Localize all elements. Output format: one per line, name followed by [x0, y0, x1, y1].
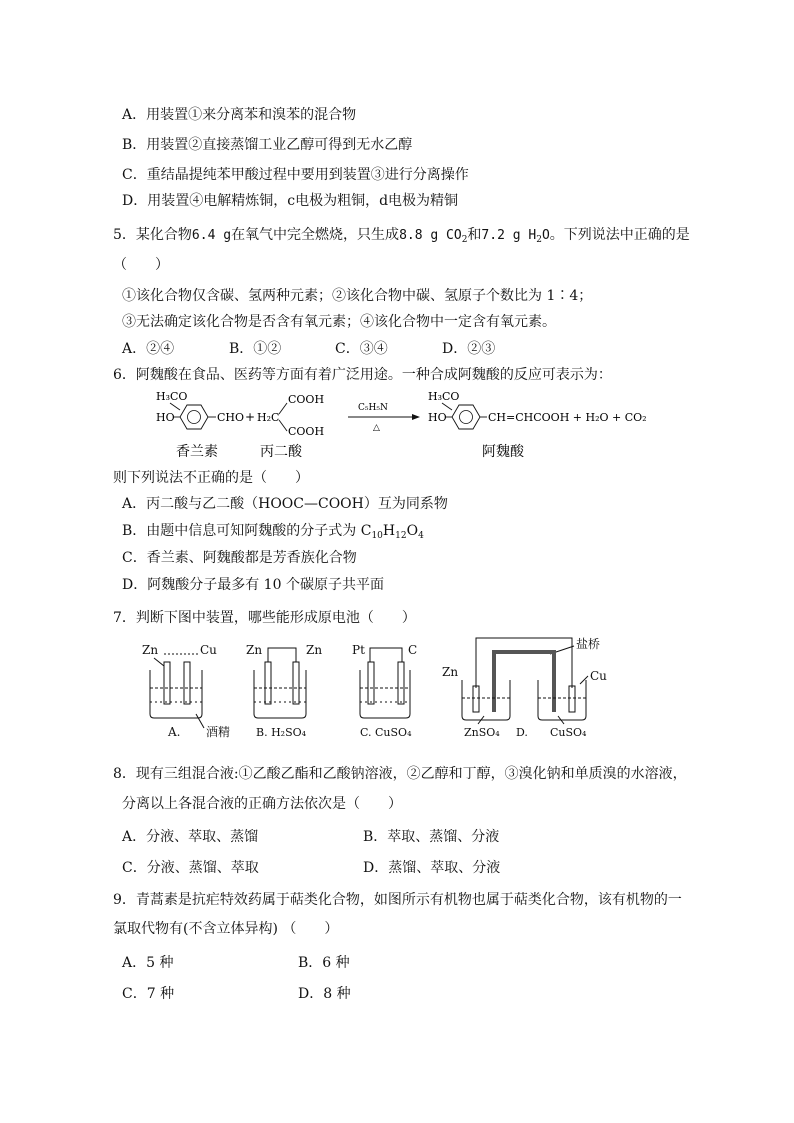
product-bond [442, 403, 452, 410]
beaker [462, 680, 510, 720]
wire [268, 648, 296, 662]
reactant2-bond [279, 403, 287, 414]
q9-stem-line-2: 氯取代物有(不含立体异构) （ ） [113, 921, 339, 937]
reactant2-cooh-bottom: COOH [288, 425, 325, 438]
q4-option-c: C．重结晶提纯苯甲酸过程中要用到装置③进行分离操作 [122, 167, 469, 183]
q9-option-a: A．5 种 [122, 955, 174, 971]
electrode-label: Zn [142, 643, 159, 657]
solution-label: ZnSO₄ [464, 726, 500, 739]
apparatus-label: A. [168, 725, 181, 739]
wire [476, 638, 572, 688]
product-methoxy: H₃CO [428, 390, 460, 403]
q5-stem-part: 。下列说法中正确的是 [549, 227, 690, 243]
wire [370, 648, 402, 662]
salt-bridge [494, 652, 554, 712]
q5-option-b: B．①② [229, 341, 282, 357]
q5-h2o-o: O [541, 228, 550, 243]
q5-stem-part: 和 [467, 227, 482, 243]
q8-option-b: B．萃取、蒸馏、分液 [363, 829, 500, 845]
q4-option-a: A．用装置①来分离苯和溴苯的混合物 [122, 107, 357, 123]
q5-co2-sub: 2 [461, 235, 468, 245]
apparatus-label: D. [516, 726, 528, 739]
compound-name-vanillin: 香兰素 [176, 444, 218, 460]
benzene-ring-inner-icon [188, 411, 201, 424]
q5-h2o-mass: 7.2 g H [481, 228, 537, 243]
q5-option-c: C．③④ [335, 341, 388, 357]
electrode [164, 662, 170, 704]
benzene-ring-icon [452, 405, 480, 429]
q6-option-a: A．丙二酸与乙二酸（HOOC—COOH）互为同系物 [122, 496, 448, 512]
q7-stem: 7．判断下图中装置，哪些能形成原电池（ ） [113, 610, 416, 626]
product-hydroxy: HO [428, 411, 447, 424]
electrode-label: Cu [590, 669, 607, 683]
q5-statement-2: ③无法确定该化合物是否含有氧元素；④该化合物中一定含有氧元素。 [122, 314, 556, 330]
formula-sub: 4 [418, 531, 424, 541]
apparatus-a [142, 643, 230, 739]
wire [154, 658, 164, 666]
q9-option-d: D．8 种 [298, 986, 351, 1002]
q5-statement-1: ①该化合物仅含碳、氢两种元素；②该化合物中碳、氢原子个数比为 1∶4； [122, 288, 593, 304]
electrode [265, 662, 271, 704]
q9-option-b: B．6 种 [298, 955, 350, 971]
electrode-label: Pt [352, 643, 365, 657]
reactant2-bond [279, 420, 287, 431]
q5-option-d: D．②③ [442, 341, 496, 357]
q7-battery-diagram [138, 632, 618, 742]
apparatus-c [352, 643, 417, 739]
arrow-head-icon [412, 414, 420, 420]
q5-stem [113, 226, 690, 245]
q5-stem-part: 在氧气中完全燃烧，只生成 [231, 227, 400, 243]
q5-h2o-sub: 2 [536, 235, 542, 245]
q5-mass: 6.4 g [191, 228, 232, 243]
q6-option-c: C．香兰素、阿魏酸都是芳香族化合物 [122, 550, 357, 566]
electrode [293, 662, 299, 704]
apparatus-b [246, 643, 322, 739]
q4-option-d: D．用装置④电解精炼铜，c电极为粗铜，d电极为精铜 [122, 193, 459, 209]
apparatus-label: C. CuSO₄ [360, 726, 412, 739]
compound-name-malonic-acid: 丙二酸 [260, 444, 302, 460]
electrode [569, 686, 575, 712]
formula-sub: 10 [371, 531, 383, 541]
salt-bridge-inner [500, 658, 548, 712]
q9-stem-line-1: 9．青蒿素是抗疟特效药属于萜类化合物，如图所示有机物也属于萜类化合物，该有机物的一 [113, 892, 682, 908]
beaker [254, 670, 306, 718]
q5-stem-part: 5．某化合物 [113, 227, 192, 243]
benzene-ring-icon [180, 405, 208, 429]
q6-option-b-text: B．由题中信息可知阿魏酸的分子式为 C [122, 523, 372, 539]
q6-question: 则下列说法不正确的是（ ） [113, 470, 309, 486]
electrode [184, 662, 190, 704]
electrode-label: Zn [246, 643, 263, 657]
salt-bridge-label: 盐桥 [576, 637, 601, 651]
electrode [398, 662, 404, 704]
electrode-label: Cu [200, 643, 217, 657]
electrode-label: Zn [306, 643, 323, 657]
reactant2-ch2: H₂C [257, 411, 280, 424]
benzene-ring-inner-icon [460, 411, 473, 424]
reactant2-cooh-top: COOH [288, 393, 325, 406]
electrode [473, 686, 479, 712]
q6-stem: 6．阿魏酸在食品、医药等方面有着广泛用途。一种合成阿魏酸的反应可表示为： [113, 367, 612, 383]
solution-label: 酒精 [206, 725, 231, 739]
q5-co2-mass: 8.8 g CO [399, 228, 462, 243]
q6-option-b [122, 522, 424, 540]
reactant1-methoxy: H₃CO [156, 390, 188, 403]
reactant1-aldehyde: CHO [217, 411, 245, 424]
q6-option-d: D．阿魏酸分子最多有 10 个碳原子共平面 [122, 577, 384, 593]
formula-sub: 12 [395, 531, 407, 541]
solution-label: CuSO₄ [550, 726, 587, 739]
leader [580, 676, 588, 684]
reactant1-bond [170, 403, 180, 410]
product-tail: CH=CHCOOH + H₂O + CO₂ [488, 411, 647, 424]
electrode-label: C [408, 643, 418, 657]
q8-stem-line-2: 分离以上各混合液的正确方法依次是（ ） [122, 796, 402, 812]
q6-reaction-equation [150, 386, 680, 462]
beaker [538, 680, 586, 720]
leader [196, 714, 204, 728]
q5-answer-paren: （ ） [113, 257, 169, 273]
q8-option-c: C．分液、蒸馏、萃取 [122, 860, 259, 876]
compound-name-ferulic-acid: 阿魏酸 [482, 444, 524, 460]
beaker [150, 670, 202, 718]
heat-symbol: △ [373, 423, 380, 433]
plus-sign: + [245, 410, 256, 424]
q4-option-b: B．用装置②直接蒸馏工业乙醇可得到无水乙醇 [122, 137, 413, 153]
formula-element: O [406, 523, 419, 539]
catalyst-label: C₅H₅N [358, 403, 388, 413]
apparatus-d [442, 636, 607, 739]
q8-option-d: D．蒸馏、萃取、分液 [363, 860, 501, 876]
q8-option-a: A．分液、萃取、蒸馏 [122, 829, 259, 845]
apparatus-label: B. H₂SO₄ [256, 726, 307, 739]
electrode-label: Zn [442, 665, 459, 679]
q9-option-c: C．7 种 [122, 986, 175, 1002]
reactant1-hydroxy: HO [156, 411, 175, 424]
q5-option-a: A．②④ [122, 341, 175, 357]
q8-stem-line-1: 8．现有三组混合液:①乙酸乙酯和乙酸钠溶液，②乙醇和丁醇，③溴化钠和单质溴的水溶液， [113, 766, 687, 782]
electrode [368, 662, 374, 704]
formula-element: H [382, 523, 396, 539]
